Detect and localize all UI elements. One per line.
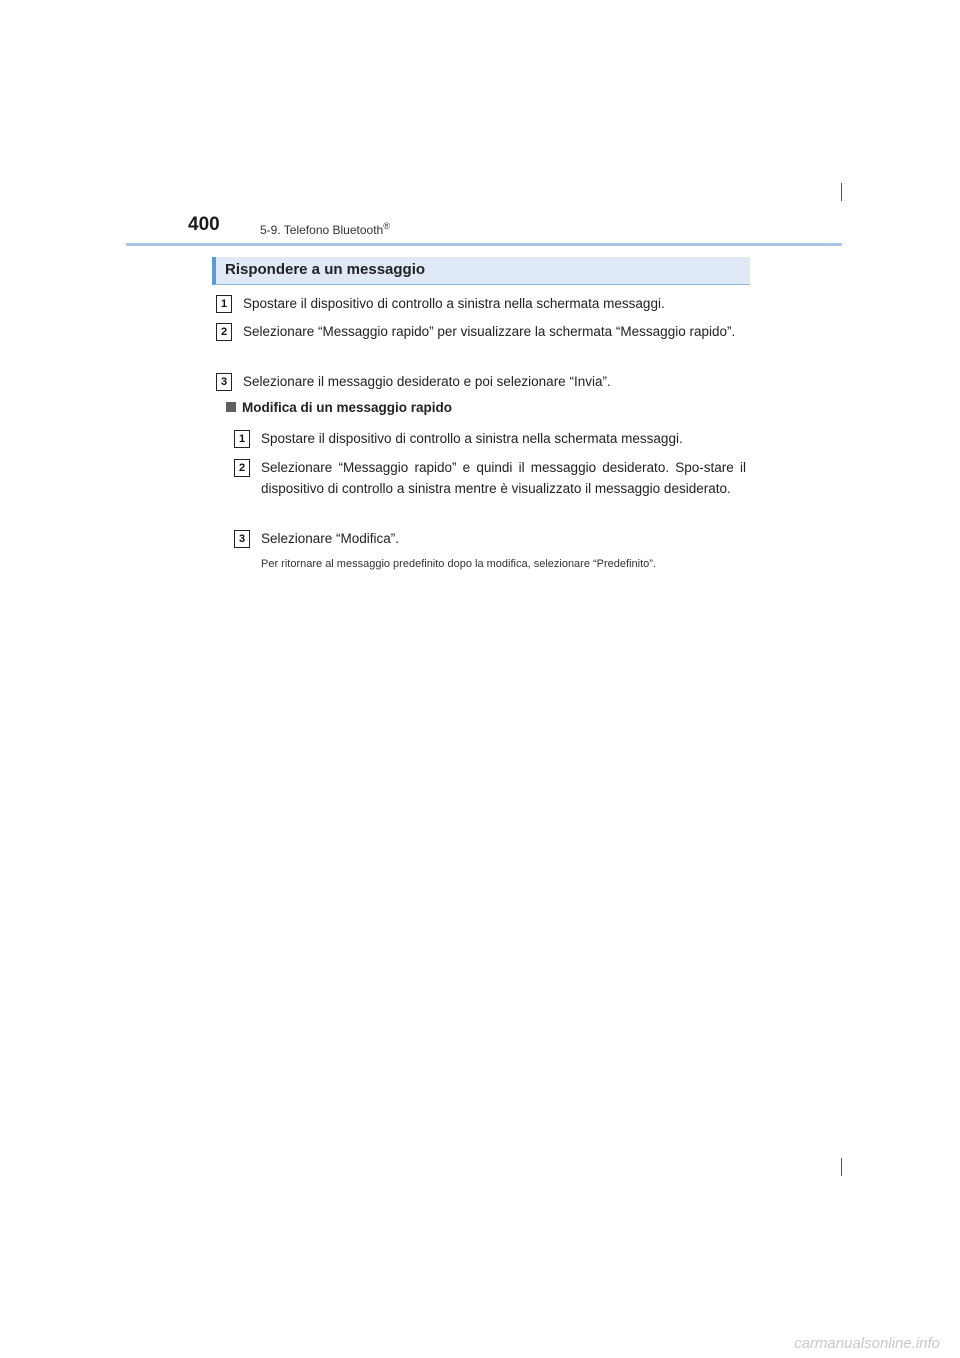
sub-step-badge-1: 1 [234, 430, 250, 448]
section-heading-text: Rispondere a un messaggio [225, 261, 426, 278]
subsection-heading [226, 400, 452, 415]
section-title [260, 221, 390, 237]
step-text-2: Selezionare “Messaggio rapido” per visualizzare la schermata “Messaggio rapido”. [243, 324, 736, 339]
step-text-3: Selezionare il messaggio desiderato e poi selezionare “Invia”. [243, 374, 611, 389]
step-text-1: Spostare il dispositivo di controllo a sinistra nella schermata messaggi. [243, 296, 665, 311]
step-badge-1: 1 [216, 295, 232, 313]
crop-mark-top [841, 183, 842, 201]
crop-mark-bottom [841, 1158, 842, 1176]
subsection-heading-text: Modifica di un messaggio rapido [242, 400, 453, 415]
section-title-text: 5-9. Telefono Bluetooth [260, 223, 384, 237]
sub-step-badge-3: 3 [234, 530, 250, 548]
note-text: Per ritornare al messaggio predefinito dopo la modifica, selezionare “Predefinito”. [261, 558, 656, 570]
sub-step-text-1: Spostare il dispositivo di controllo a sinistra nella schermata messaggi. [261, 431, 683, 446]
header-rule [126, 243, 842, 246]
page-header [188, 214, 848, 244]
step-badge-2: 2 [216, 323, 232, 341]
sub-step-text-3: Selezionare “Modifica”. [261, 531, 400, 546]
registered-mark: ® [383, 221, 390, 231]
watermark: carmanualsonline.info [794, 1335, 940, 1352]
section-heading [212, 257, 750, 285]
square-bullet-icon [226, 402, 236, 412]
step-badge-3: 3 [216, 373, 232, 391]
sub-step-badge-2: 2 [234, 459, 250, 477]
sub-step-text-2: Selezionare “Messaggio rapido” e quindi il messaggio desiderato. Spo-stare il dispositivo di controllo a sinistra mentre è visualizzato il messaggio desiderato. [261, 460, 746, 496]
page-number: 400 [188, 214, 220, 235]
